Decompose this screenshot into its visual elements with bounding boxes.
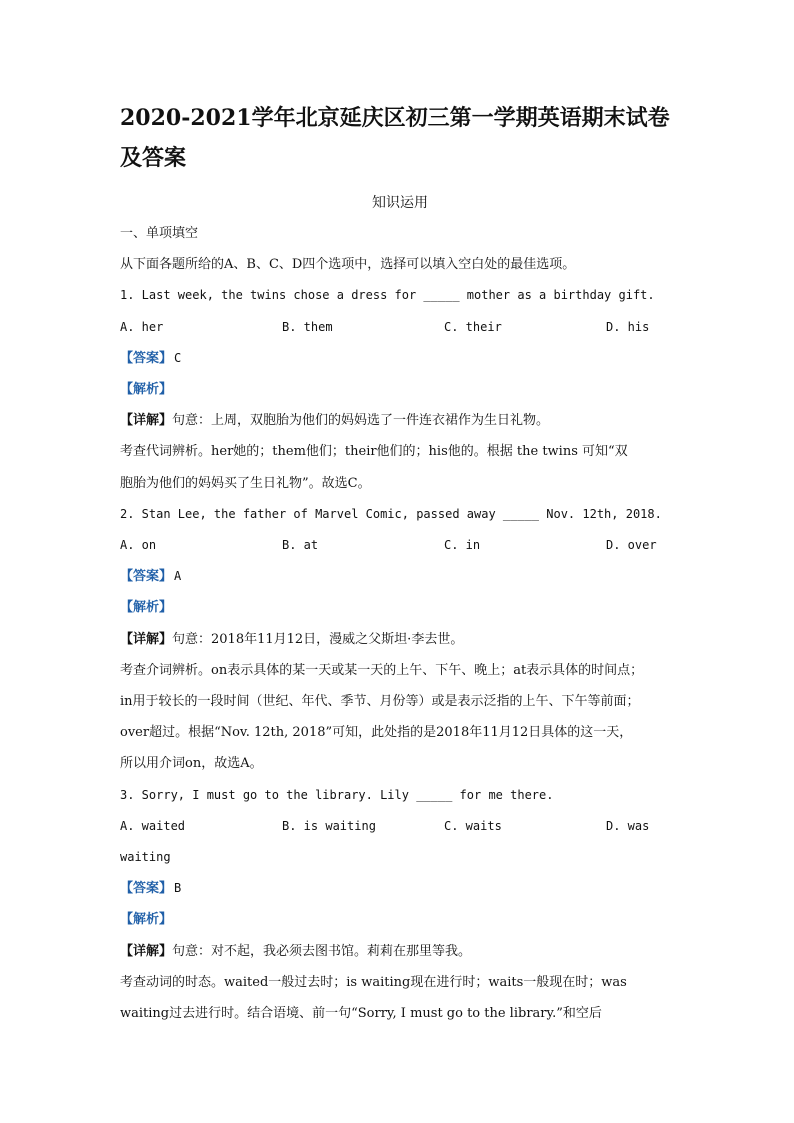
answer-label: 【答案】 bbox=[120, 350, 173, 366]
question-1-detail bbox=[120, 405, 680, 436]
question-1-explanation-1: 考查代词辨析。her她的；them他们；their他们的；his他的。根据 the twins 可知“双 bbox=[120, 444, 628, 460]
question-2-options bbox=[120, 530, 680, 561]
question-2-explanation-3: over超过。根据“Nov. 12th, 2018”可知，此处指的是2018年11月12日具体的这一天， bbox=[120, 725, 633, 741]
question-1-explanation-2: 胞胎为他们的妈妈买了生日礼物”。故选C。 bbox=[120, 475, 371, 491]
section-heading: 知识运用 bbox=[372, 195, 428, 211]
question-3-analysis-label bbox=[120, 904, 680, 935]
question-2-detail bbox=[120, 624, 680, 655]
question-2-explanation-2: in用于较长的一段时间（世纪、年代、季节、月份等）或是表示泛指的上午、下午等前面； bbox=[120, 694, 640, 710]
question-1-stem: 1. Last week, the twins chose a dress for _____ mother as a birthday gift. bbox=[120, 288, 655, 303]
question-2-stem: 2. Stan Lee, the father of Marvel Comic, passed away _____ Nov. 12th, 2018. bbox=[120, 506, 662, 521]
analysis-label: 【解析】 bbox=[120, 912, 173, 928]
question-1-answer bbox=[120, 343, 680, 374]
answer-value: A bbox=[174, 569, 182, 584]
option-c: C. their bbox=[444, 319, 502, 334]
option-a: A. her bbox=[120, 319, 164, 334]
question-1-analysis-label bbox=[120, 374, 680, 405]
question-2-explanation-4: 所以用介词on，故选A。 bbox=[120, 756, 263, 772]
option-a: A. on bbox=[120, 538, 157, 553]
option-b: B. them bbox=[282, 319, 333, 334]
answer-label: 【答案】 bbox=[120, 569, 173, 585]
detail-text: 句意：对不起，我必须去图书馆。莉莉在那里等我。 bbox=[172, 943, 472, 959]
detail-label: 【详解】 bbox=[120, 413, 173, 429]
part-heading: 一、单项填空 bbox=[120, 226, 199, 241]
question-1-options bbox=[120, 312, 680, 343]
option-c: C. waits bbox=[444, 818, 502, 833]
question-3-answer bbox=[120, 873, 680, 904]
option-b: B. at bbox=[282, 538, 319, 553]
detail-text: 句意：2018年11月12日，漫威之父斯坦·李去世。 bbox=[172, 631, 464, 647]
detail-text: 句意：上周，双胞胎为他们的妈妈选了一件连衣裙作为生日礼物。 bbox=[172, 413, 550, 429]
question-2-explanation-1: 考查介词辨析。on表示具体的某一天或某一天的上午、下午、晚上；at表示具体的时间点； bbox=[120, 662, 644, 678]
answer-value: B bbox=[174, 881, 182, 896]
option-b: B. is waiting bbox=[282, 818, 376, 833]
question-2-answer bbox=[120, 561, 680, 592]
detail-label: 【详解】 bbox=[120, 631, 173, 647]
answer-value: C bbox=[174, 350, 182, 365]
option-d: D. his bbox=[606, 319, 650, 334]
option-d: D. was bbox=[606, 818, 650, 833]
answer-label: 【答案】 bbox=[120, 881, 173, 897]
detail-label: 【详解】 bbox=[120, 943, 173, 959]
document-title: 2020-2021学年北京延庆区初三第一学期英语期末试卷及答案 bbox=[120, 105, 670, 171]
question-3-explanation-2: waiting过去进行时。结合语境、前一句“Sorry, I must go to the library.”和空后 bbox=[120, 1006, 602, 1022]
instruction-text: 从下面各题所给的A、B、C、D四个选项中，选择可以填入空白处的最佳选项。 bbox=[120, 257, 576, 273]
option-d-continuation: waiting bbox=[120, 850, 171, 865]
analysis-label: 【解析】 bbox=[120, 600, 173, 616]
question-3-detail bbox=[120, 936, 680, 967]
option-c: C. in bbox=[444, 538, 481, 553]
question-3-explanation-1: 考查动词的时态。waited一般过去时；is waiting现在进行时；waits一般现在时；was bbox=[120, 974, 627, 990]
document-content bbox=[120, 98, 680, 1029]
question-2-analysis-label bbox=[120, 592, 680, 623]
question-3-options bbox=[120, 811, 680, 842]
question-3-stem: 3. Sorry, I must go to the library. Lily _____ for me there. bbox=[120, 787, 554, 802]
option-a: A. waited bbox=[120, 818, 186, 833]
analysis-label: 【解析】 bbox=[120, 382, 173, 398]
option-d: D. over bbox=[606, 538, 657, 553]
